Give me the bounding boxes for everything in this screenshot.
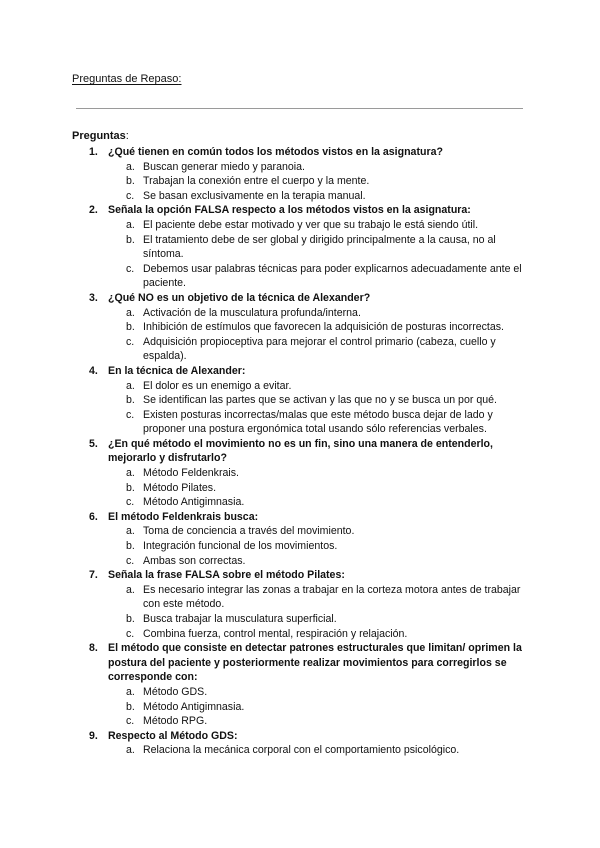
horizontal-divider — [76, 108, 523, 109]
section-colon: : — [125, 130, 129, 142]
answer-letter: a. — [126, 744, 135, 757]
answer-letter: a. — [126, 525, 135, 538]
question-label: El método que consiste en detectar patrones estructurales que limitan/ oprimen la postura del paciente y posteriormente realizar movimientos para corregirlos se corresponde con: — [108, 642, 522, 684]
answer-option — [72, 379, 532, 394]
answer-option — [72, 700, 532, 715]
question-text — [72, 568, 532, 583]
answer-text: Método Pilates. — [143, 481, 217, 494]
answer-letter: b. — [126, 481, 135, 494]
answer-option — [72, 160, 532, 175]
answer-text: Toma de conciencia a través del movimiento. — [143, 525, 355, 538]
question-item — [72, 145, 532, 203]
answer-text: Inhibición de estímulos que favorecen la adquisición de posturas incorrectas. — [143, 321, 504, 334]
answer-text: Método Antigimnasia. — [143, 496, 245, 509]
answer-letter: a. — [126, 160, 135, 173]
question-text — [72, 203, 532, 218]
answer-text: Se identifican las partes que se activan y las que no y se busca un por qué. — [143, 394, 497, 407]
question-label: ¿Qué NO es un objetivo de la técnica de Alexander? — [108, 291, 371, 304]
answer-option — [72, 306, 532, 321]
answer-letter: b. — [126, 321, 135, 334]
answer-letter: c. — [126, 715, 135, 728]
question-label: En la técnica de Alexander: — [108, 364, 246, 377]
answer-list — [72, 524, 532, 568]
question-list — [72, 145, 532, 758]
question-text — [72, 291, 532, 306]
answer-option — [72, 495, 532, 510]
question-item — [72, 510, 532, 568]
answer-letter: c. — [126, 408, 135, 421]
answer-letter: a. — [126, 306, 135, 319]
answer-text: Buscan generar miedo y paranoia. — [143, 160, 305, 173]
answer-list — [72, 466, 532, 510]
question-item — [72, 203, 532, 291]
question-number: 2. — [89, 204, 98, 217]
question-item — [72, 364, 532, 437]
question-number: 5. — [89, 437, 98, 450]
page-title: Preguntas de Repaso: — [72, 73, 182, 85]
answer-list — [72, 160, 532, 204]
question-label: ¿En qué método el movimiento no es un fin, sino una manera de entenderlo, mejorarlo y disfrutarlo? — [108, 437, 493, 465]
answer-option — [72, 335, 532, 364]
answer-option — [72, 393, 532, 408]
answer-letter: b. — [126, 175, 135, 188]
answer-letter: b. — [126, 700, 135, 713]
answer-text: Método Feldenkrais. — [143, 467, 239, 480]
answer-list — [72, 379, 532, 437]
answer-text: Integración funcional de los movimientos. — [143, 540, 338, 553]
answer-list — [72, 306, 532, 364]
answer-text: Adquisición propioceptiva para mejorar el control primario (cabeza, cuello y espalda). — [143, 335, 496, 363]
answer-option — [72, 466, 532, 481]
answer-letter: c. — [126, 335, 135, 348]
answer-text: El paciente debe estar motivado y ver que su trabajo le está siendo útil. — [143, 218, 479, 231]
page-title-colon: : — [178, 73, 182, 85]
question-label: Señala la opción FALSA respecto a los métodos vistos en la asignatura: — [108, 204, 471, 217]
answer-option — [72, 320, 532, 335]
answer-option — [72, 685, 532, 700]
answer-option — [72, 174, 532, 189]
answer-option — [72, 218, 532, 233]
answer-text: Es necesario integrar las zonas a trabajar en la corteza motora antes de trabajar con este método. — [143, 583, 521, 611]
question-number: 7. — [89, 569, 98, 582]
answer-option — [72, 583, 532, 612]
answer-text: Ambas son correctas. — [143, 554, 246, 567]
answer-text: Método Antigimnasia. — [143, 700, 245, 713]
question-item — [72, 568, 532, 641]
answer-option — [72, 189, 532, 204]
answer-letter: a. — [126, 218, 135, 231]
answer-letter: a. — [126, 685, 135, 698]
question-label: Respecto al Método GDS: — [108, 729, 238, 742]
answer-list — [72, 743, 532, 758]
answer-text: Método GDS. — [143, 685, 208, 698]
answer-option — [72, 612, 532, 627]
answer-letter: b. — [126, 394, 135, 407]
answer-list — [72, 685, 532, 729]
answer-letter: c. — [126, 554, 135, 567]
question-item — [72, 641, 532, 729]
answer-letter: c. — [126, 496, 135, 509]
question-item — [72, 291, 532, 364]
question-number: 4. — [89, 364, 98, 377]
question-number: 9. — [89, 729, 98, 742]
answer-text: Relaciona la mecánica corporal con el comportamiento psicológico. — [143, 744, 460, 757]
answer-letter: c. — [126, 262, 135, 275]
answer-text: Busca trabajar la musculatura superficial. — [143, 613, 337, 625]
answer-option — [72, 714, 532, 729]
answer-option — [72, 554, 532, 569]
question-text — [72, 641, 532, 685]
question-number: 1. — [89, 146, 98, 158]
question-item — [72, 437, 532, 510]
answer-option — [72, 408, 532, 437]
answer-letter: a. — [126, 379, 135, 392]
answer-option — [72, 262, 532, 291]
answer-option — [72, 481, 532, 496]
question-label: Señala la frase FALSA sobre el método Pilates: — [108, 569, 345, 582]
answer-letter: a. — [126, 467, 135, 480]
section-label: Preguntas — [72, 130, 126, 142]
answer-letter: c. — [126, 189, 135, 202]
answer-text: El tratamiento debe de ser global y dirigido principalmente a la causa, no al síntoma. — [143, 233, 496, 261]
answer-letter: b. — [126, 540, 135, 553]
answer-letter: c. — [126, 627, 135, 640]
question-item — [72, 729, 532, 758]
answer-text: Existen posturas incorrectas/malas que este método busca dejar de lado y proponer una postura ergonómica total usando sólo referencias verbales. — [143, 408, 493, 436]
answer-list — [72, 583, 532, 641]
question-text — [72, 729, 532, 744]
answer-letter: b. — [126, 613, 135, 625]
answer-text: Debemos usar palabras técnicas para poder explicarnos adecuadamente ante el paciente. — [143, 262, 522, 290]
question-number: 6. — [89, 510, 98, 523]
answer-option — [72, 539, 532, 554]
answer-text: Combina fuerza, control mental, respiración y relajación. — [143, 627, 408, 640]
question-label: El método Feldenkrais busca: — [108, 510, 259, 523]
question-text — [72, 437, 532, 466]
answer-list — [72, 218, 532, 291]
answer-option — [72, 743, 532, 758]
answer-text: Activación de la musculatura profunda/interna. — [143, 306, 361, 319]
question-label: ¿Qué tienen en común todos los métodos vistos en la asignatura? — [108, 146, 443, 158]
answer-option — [72, 627, 532, 642]
question-number: 8. — [89, 642, 98, 655]
question-text — [72, 364, 532, 379]
answer-text: Método RPG. — [143, 715, 208, 728]
answer-text: Se basan exclusivamente en la terapia manual. — [143, 189, 366, 202]
section-heading — [72, 130, 129, 142]
question-number: 3. — [89, 291, 98, 304]
answer-letter: b. — [126, 233, 135, 246]
answer-letter: a. — [126, 583, 135, 596]
answer-option — [72, 233, 532, 262]
answer-text: El dolor es un enemigo a evitar. — [143, 379, 292, 392]
answer-option — [72, 524, 532, 539]
question-text — [72, 145, 532, 160]
answer-text: Trabajan la conexión entre el cuerpo y la mente. — [143, 175, 370, 188]
question-text — [72, 510, 532, 525]
